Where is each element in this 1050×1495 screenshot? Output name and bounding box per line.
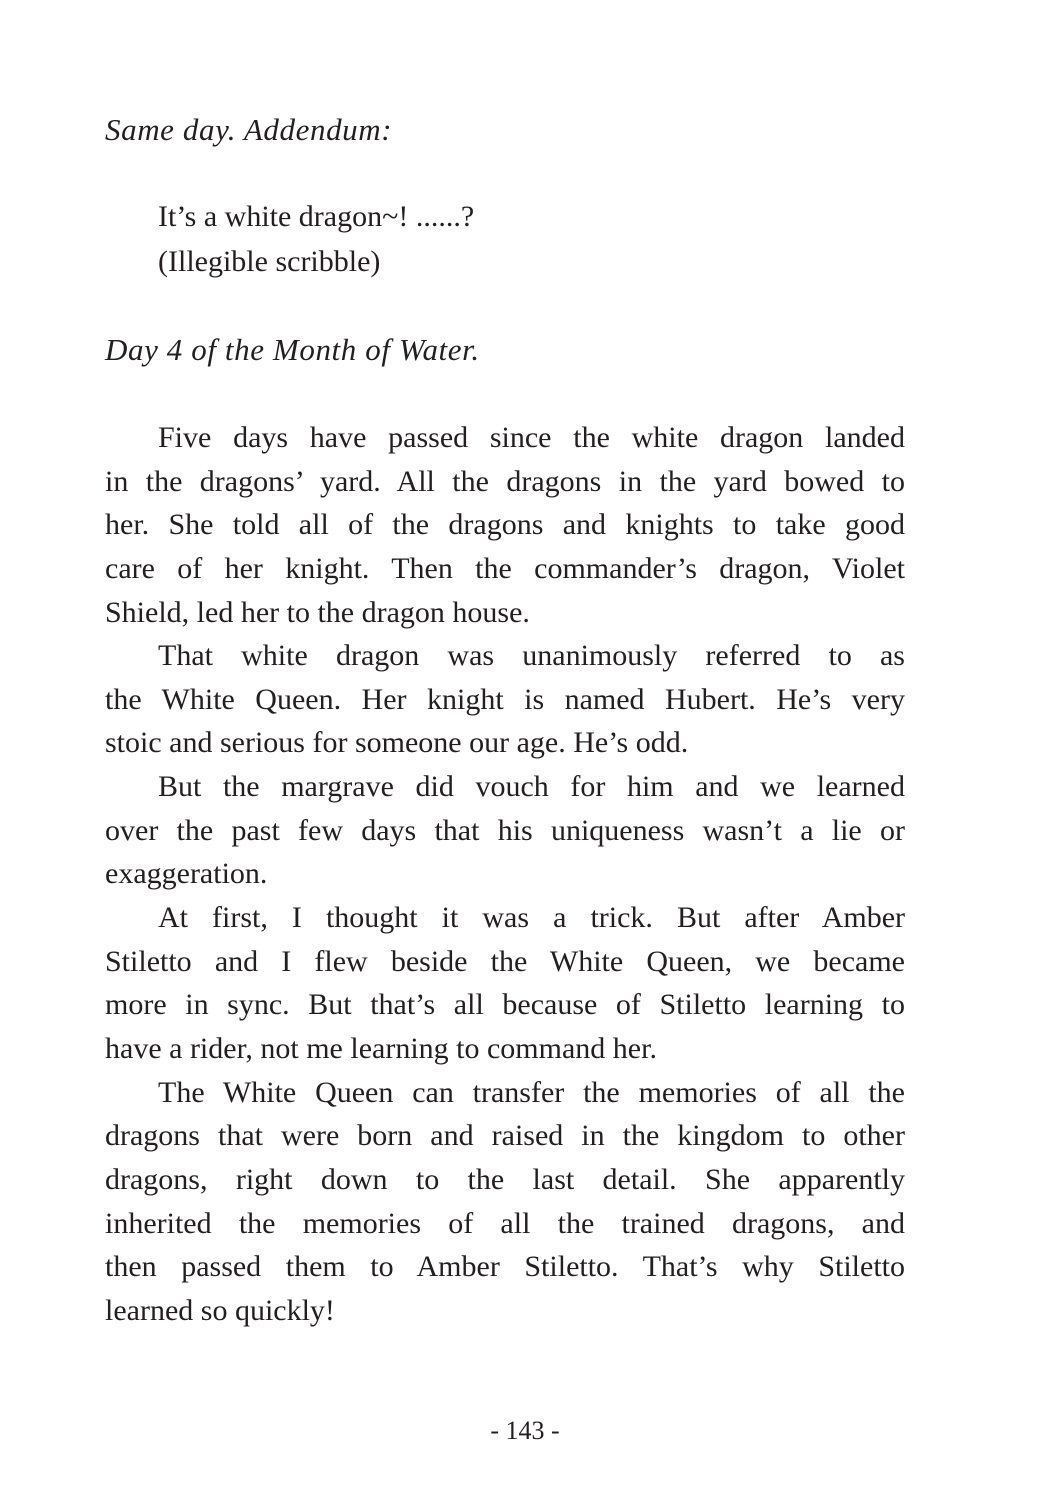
text-line: inherited the memories of all the trained dragons, and — [105, 1206, 905, 1240]
text-line: Five days have passed since the white dragon landed — [158, 421, 905, 454]
entry-body — [105, 416, 905, 1332]
text-line: learned so quickly! — [105, 1293, 335, 1327]
text-line: Stiletto and I flew beside the White Queen, we became — [105, 944, 905, 978]
addendum-line: It’s a white dragon~! ......? — [158, 200, 475, 233]
text-line: Shield, led her to the dragon house. — [105, 595, 530, 629]
text-line: But the margrave did vouch for him and we learned — [158, 770, 905, 804]
text-line: her. She told all of the dragons and knights to take good — [105, 508, 905, 542]
addendum-line: (Illegible scribble) — [158, 245, 381, 278]
entry-heading-addendum: Same day. Addendum: — [105, 112, 393, 147]
text-line: dragons, right down to the last detail. She apparently — [105, 1162, 905, 1196]
text-line: the White Queen. Her knight is named Hubert. He’s very — [105, 682, 905, 716]
text-line: care of her knight. Then the commander’s dragon, Violet — [105, 551, 905, 585]
text-line: exaggeration. — [105, 857, 268, 891]
entry-heading-day4: Day 4 of the Month of Water. — [105, 332, 480, 367]
text-line: dragons that were born and raised in the kingdom to other — [105, 1119, 905, 1153]
text-line: over the past few days that his uniqueness wasn’t a lie or — [105, 813, 905, 847]
text-line: That white dragon was unanimously referred to as — [158, 639, 905, 673]
text-line: then passed them to Amber Stiletto. That’s why Stiletto — [105, 1250, 905, 1284]
text-line: in the dragons’ yard. All the dragons in the yard bowed to — [105, 464, 905, 498]
text-line: more in sync. But that’s all because of Stiletto learning to — [105, 988, 905, 1022]
text-line: stoic and serious for someone our age. He’s odd. — [105, 726, 689, 760]
text-line: At first, I thought it was a trick. But after Amber — [158, 901, 905, 935]
page-number: - 143 - — [490, 1416, 560, 1445]
text-line: The White Queen can transfer the memories of all the — [158, 1075, 905, 1109]
text-line: have a rider, not me learning to command her. — [105, 1031, 657, 1065]
